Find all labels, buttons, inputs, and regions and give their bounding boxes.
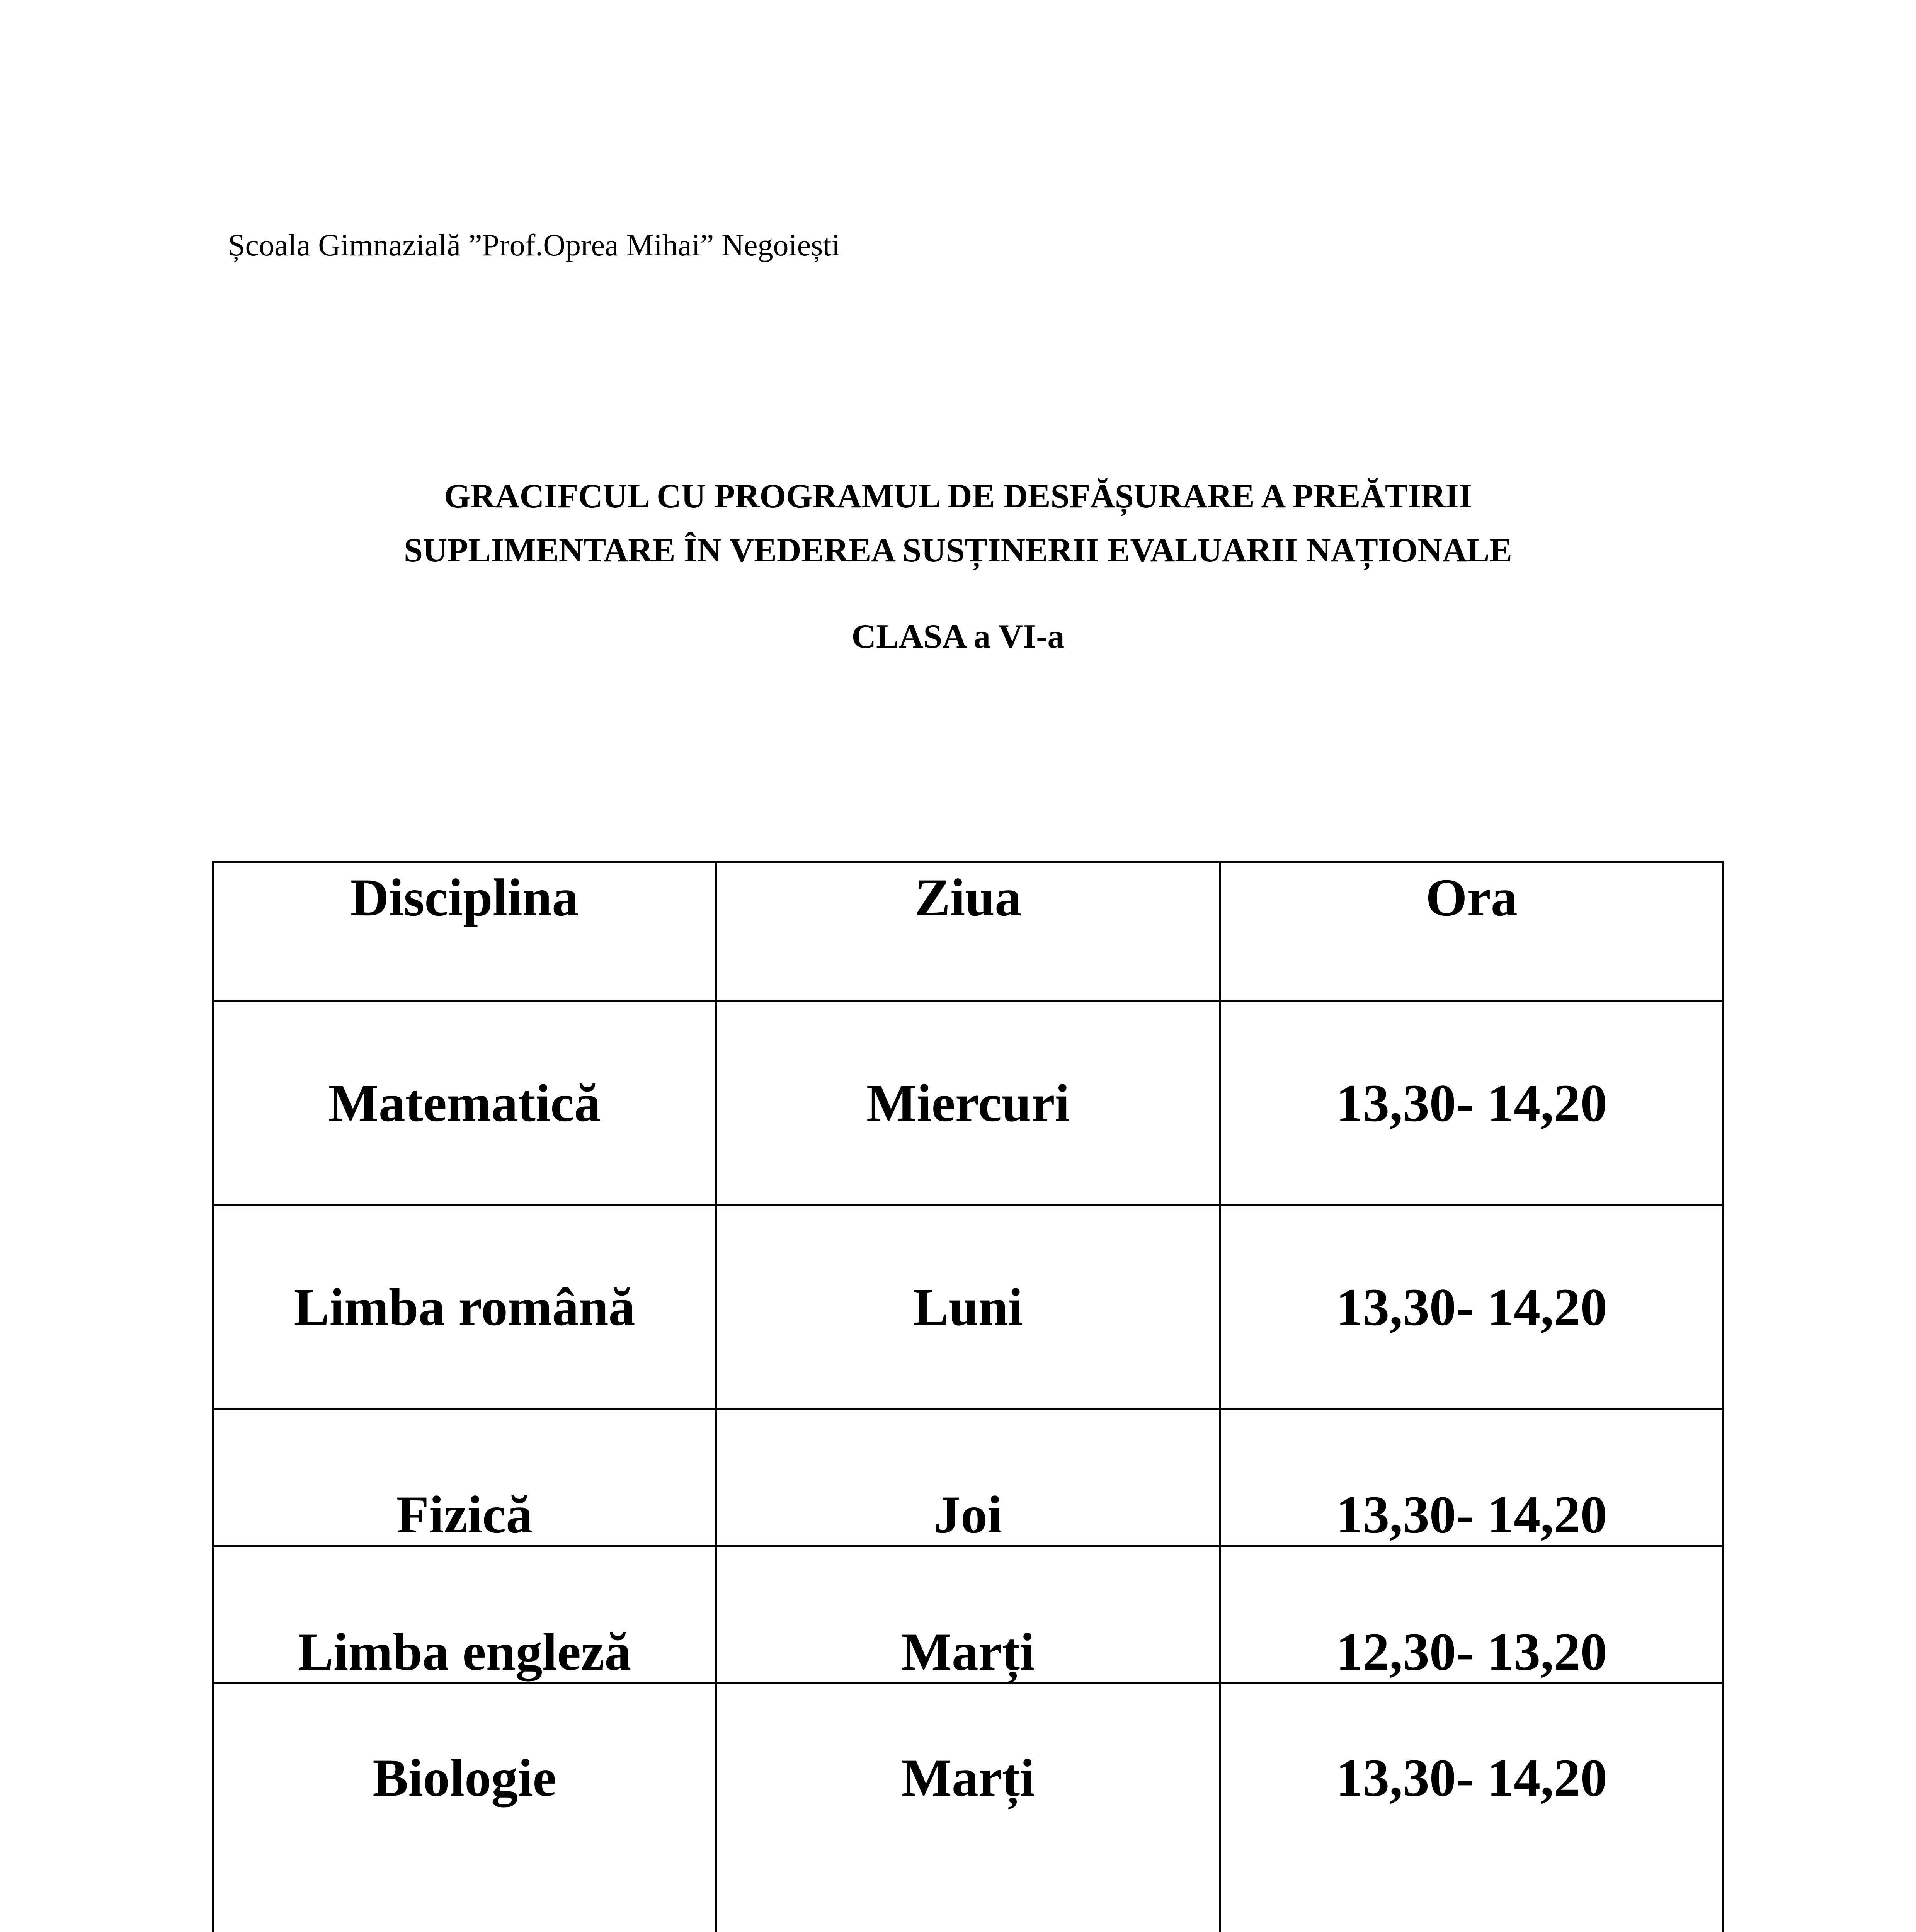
header-disciplina: Disciplina (213, 862, 716, 1001)
cell-discipline: Limba engleză (213, 1546, 716, 1684)
cell-time: 13,30- 14,20 (1220, 1001, 1724, 1205)
cell-discipline: Limba română (213, 1205, 716, 1409)
cell-discipline: Matematică (213, 1001, 716, 1205)
table-row (213, 1546, 1724, 1684)
cell-day: Luni (716, 1205, 1220, 1409)
schedule-table (212, 861, 1724, 1932)
cell-day: Marți (716, 1546, 1220, 1684)
table-header-row (213, 862, 1724, 1001)
header-ziua: Ziua (716, 862, 1220, 1001)
class-label: CLASA a VI-a (851, 618, 1065, 655)
table-row (213, 1001, 1724, 1205)
cell-discipline: Fizică (213, 1409, 716, 1546)
cell-day: Joi (716, 1409, 1220, 1546)
cell-time: 12,30- 13,20 (1220, 1546, 1724, 1684)
cell-day: Marți (716, 1684, 1220, 1932)
table-row (213, 1409, 1724, 1546)
cell-time: 13,30- 14,20 (1220, 1409, 1724, 1546)
cell-time: 13,30- 14,20 (1220, 1684, 1724, 1932)
document-title-line-2: SUPLIMENTARE ÎN VEDEREA SUSȚINERII EVALUARII NAȚIONALE (403, 532, 1513, 569)
document-title-line-1: GRACIFCUL CU PROGRAMUL DE DESFĂȘURARE A PREĂTIRII (444, 478, 1472, 515)
table-row (213, 1684, 1724, 1932)
cell-day: Miercuri (716, 1001, 1220, 1205)
header-ora: Ora (1220, 862, 1724, 1001)
table-row (213, 1205, 1724, 1409)
school-name: Școala Gimnazială ”Prof.Oprea Mihai” Negoiești (228, 228, 840, 262)
cell-discipline: Biologie (213, 1684, 716, 1932)
cell-time: 13,30- 14,20 (1220, 1205, 1724, 1409)
